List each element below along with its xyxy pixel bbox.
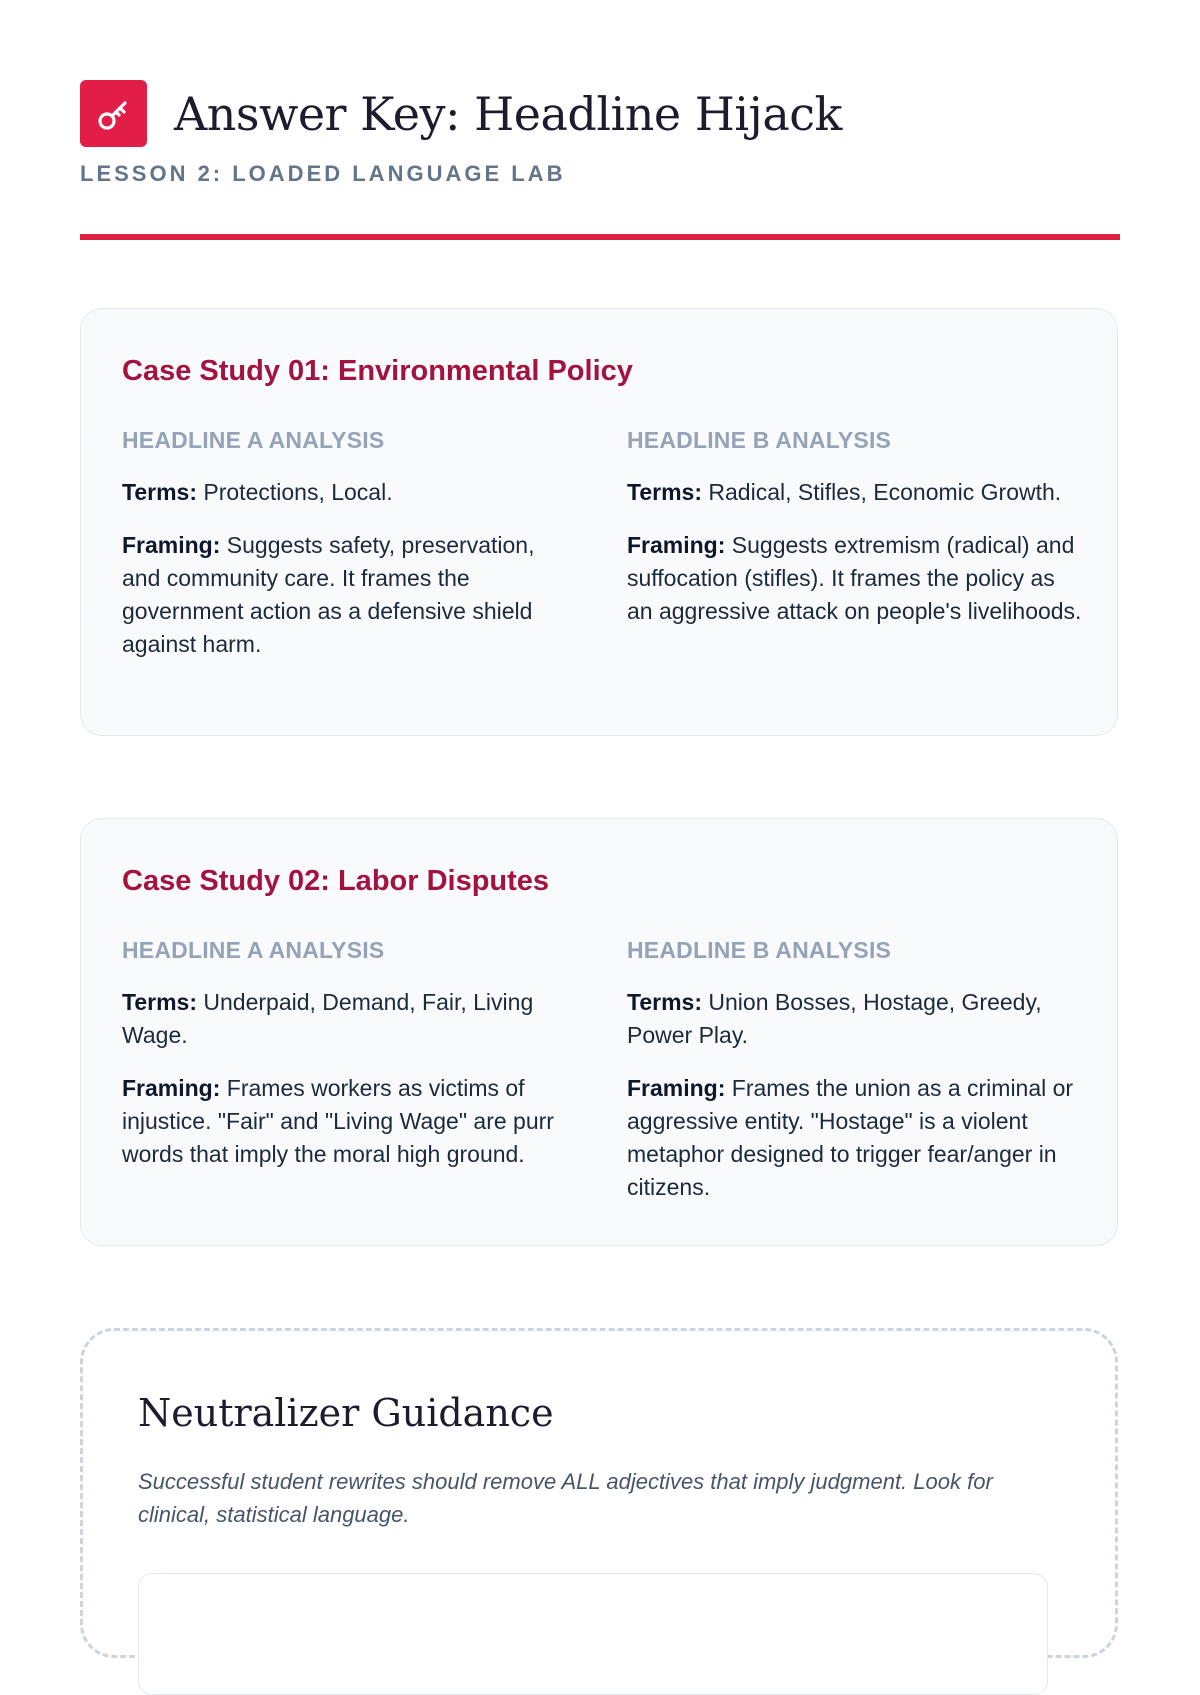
terms-value: Underpaid, Demand, Fair, Living Wage. <box>122 989 534 1048</box>
framing-label: Framing: <box>627 532 726 558</box>
terms-value: Protections, Local. <box>203 479 393 505</box>
terms-text <box>122 986 577 1052</box>
framing-value: Suggests extremism (radical) and suffocation (stifles). It frames the policy as an aggressive attack on people's livelihoods. <box>627 532 1082 624</box>
terms-label: Terms: <box>122 989 197 1015</box>
headline-a-analysis <box>122 937 577 1191</box>
analysis-heading: HEADLINE A ANALYSIS <box>122 937 385 963</box>
key-icon-glyph <box>95 95 133 133</box>
terms-label: Terms: <box>627 479 702 505</box>
key-icon <box>80 80 147 147</box>
framing-value: Suggests safety, preservation, and community care. It frames the government action as a defensive shield against harm. <box>122 532 535 657</box>
title-row <box>80 80 1120 147</box>
headline-b-analysis <box>627 937 1082 1224</box>
terms-value: Radical, Stifles, Economic Growth. <box>708 479 1062 505</box>
page-header <box>80 80 1120 187</box>
page-subtitle: LESSON 2: LOADED LANGUAGE LAB <box>80 161 566 186</box>
headline-b-analysis <box>627 427 1082 648</box>
framing-text <box>627 1072 1082 1204</box>
neutralizer-guidance-box <box>80 1328 1118 1658</box>
terms-text <box>627 986 1082 1052</box>
framing-label: Framing: <box>627 1075 726 1101</box>
case-study-card <box>80 818 1118 1246</box>
analysis-heading: HEADLINE A ANALYSIS <box>122 427 385 453</box>
page-title: Answer Key: Headline Hijack <box>174 86 842 141</box>
framing-text <box>122 529 577 661</box>
terms-value: Union Bosses, Hostage, Greedy, Power Play. <box>627 989 1042 1048</box>
case-study-title: Case Study 01: Environmental Policy <box>122 355 633 387</box>
framing-value: Frames the union as a criminal or aggressive entity. "Hostage" is a violent metaphor designed to trigger fear/anger in citizens. <box>627 1075 1074 1200</box>
terms-text <box>122 476 577 509</box>
analysis-heading: HEADLINE B ANALYSIS <box>627 937 892 963</box>
case-study-card <box>80 308 1118 736</box>
guidance-title: Neutralizer Guidance <box>138 1391 554 1435</box>
analysis-heading: HEADLINE B ANALYSIS <box>627 427 892 453</box>
header-divider <box>80 234 1120 240</box>
framing-value: Frames workers as victims of injustice. "Fair" and "Living Wage" are purr words that imply the moral high ground. <box>122 1075 554 1167</box>
terms-label: Terms: <box>122 479 197 505</box>
framing-label: Framing: <box>122 532 221 558</box>
guidance-text: Successful student rewrites should remove ALL adjectives that imply judgment. Look for clinical, statistical language. <box>138 1469 993 1527</box>
framing-text <box>122 1072 577 1171</box>
case-study-title: Case Study 02: Labor Disputes <box>122 865 550 897</box>
framing-text <box>627 529 1082 628</box>
headline-a-analysis <box>122 427 577 681</box>
guidance-example-box <box>138 1573 1048 1695</box>
framing-label: Framing: <box>122 1075 221 1101</box>
terms-label: Terms: <box>627 989 702 1015</box>
terms-text <box>627 476 1082 509</box>
